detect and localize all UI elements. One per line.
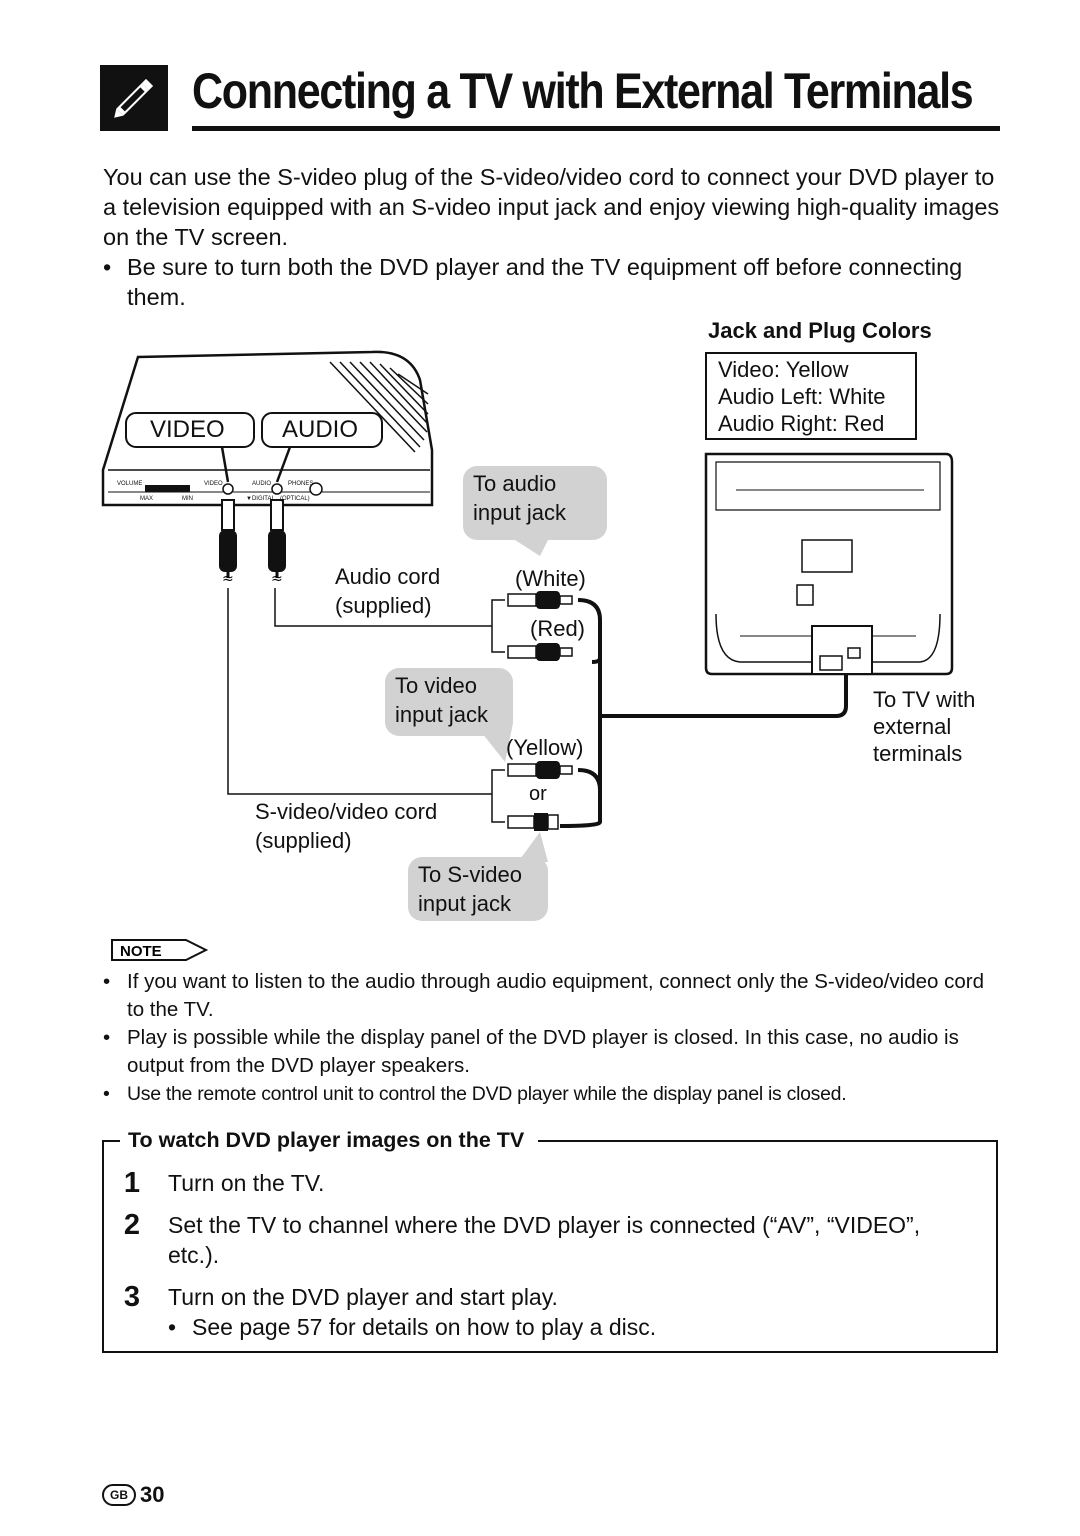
red-label: (Red)	[530, 616, 586, 641]
plug-svideo	[508, 813, 558, 831]
jack-colors-heading: Jack and Plug Colors	[708, 318, 932, 343]
plug-red	[508, 643, 572, 661]
plug-video-dvd	[219, 500, 237, 578]
step-3: 3 Turn on the DVD player and start play.	[123, 1281, 558, 1313]
page-number-value: 30	[140, 1482, 165, 1507]
note-item: • Use the remote control unit to control the DVD player while the display panel is closed.	[103, 1083, 847, 1105]
region-badge: GB	[102, 1484, 136, 1506]
panel-label-min: MIN	[182, 496, 193, 502]
step-sub-bullet: • See page 57 for details on how to play a disc.	[168, 1314, 657, 1340]
svg-text:≈: ≈	[271, 571, 283, 587]
panel-label-audio: AUDIO	[252, 481, 272, 487]
to-audio-bubble: To audio input jack	[463, 466, 607, 540]
notes-list	[103, 968, 1003, 1108]
audio-cord-label: Audio cord (supplied)	[335, 564, 441, 618]
panel-label-video: VIDEO	[204, 481, 223, 487]
jack-color-audio-right: Audio Right: Red	[718, 411, 885, 436]
jack-color-audio-left: Audio Left: White	[718, 384, 886, 409]
plug-white	[508, 591, 572, 609]
panel-label-phones: PHONES	[288, 481, 314, 487]
to-tv-label: To TV with external terminals	[873, 687, 976, 766]
panel-label-volume: VOLUME	[117, 481, 143, 487]
step-1: 1 Turn on the TV.	[123, 1167, 325, 1199]
note-badge	[110, 938, 210, 967]
to-svideo-bubble: To S-video input jack	[408, 857, 548, 921]
yellow-label: (Yellow)	[506, 735, 584, 760]
page-title: Connecting a TV with External Terminals	[192, 63, 973, 119]
tv-back-illustration	[706, 454, 952, 674]
note-item: • Play is possible while the display panel of the DVD player is closed. In this case, no audio is output from the DVD player speakers.	[103, 1026, 959, 1077]
intro-paragraph: You can use the S-video plug of the S-video/video cord to connect your DVD player to a television equipped with an S-video input jack and enjoy viewing high-quality images on the TV screen.	[103, 164, 1000, 250]
note-item: • If you want to listen to the audio through audio equipment, connect only the S-video/video cord to the TV.	[103, 970, 984, 1021]
svideo-cord-label: S-video/video cord (supplied)	[255, 799, 438, 853]
page-number	[102, 1482, 164, 1508]
watch-title: To watch DVD player images on the TV	[120, 1128, 538, 1153]
jack-color-video: Video: Yellow	[718, 357, 849, 382]
intro-bullet: • Be sure to turn both the DVD player and the TV equipment off before connecting them.	[103, 252, 1003, 312]
video-label: VIDEO	[150, 416, 225, 443]
plug-yellow	[508, 761, 572, 779]
to-video-bubble: To video input jack	[385, 668, 513, 736]
panel-label-max: MAX	[140, 496, 154, 502]
svg-text:≈: ≈	[222, 571, 234, 587]
step-2: 2 Set the TV to channel where the DVD player is connected (“AV”, “VIDEO”, etc.).	[123, 1209, 921, 1268]
audio-label: AUDIO	[282, 416, 359, 443]
note-badge-label: NOTE	[120, 943, 162, 960]
steps-list	[112, 1168, 992, 1342]
plug-audio-dvd	[268, 500, 286, 578]
white-label: (White)	[515, 566, 586, 591]
panel-label-digital: ▼DIGITAL	[246, 496, 275, 502]
or-label: or	[529, 783, 547, 805]
intro-bullet-text: Be sure to turn both the DVD player and the TV equipment off before connecting them.	[127, 254, 963, 310]
panel-label-optical: (OPTICAL)	[280, 496, 310, 502]
